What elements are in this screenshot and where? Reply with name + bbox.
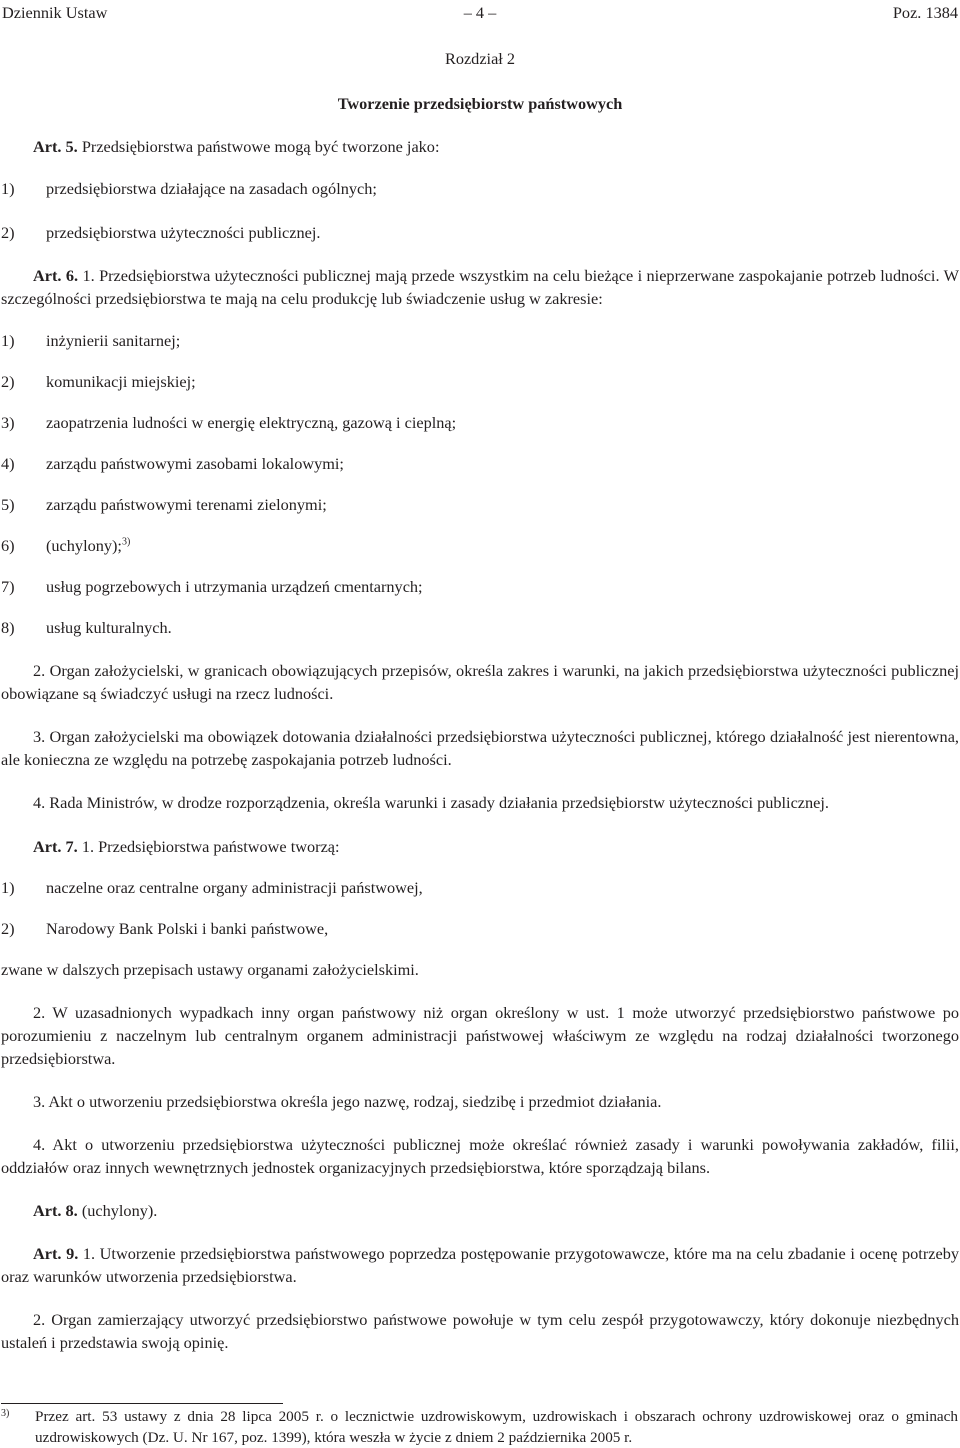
list-item-number: 1) bbox=[1, 878, 15, 897]
article-text: 1. Przedsiębiorstwa państwowe tworzą: bbox=[77, 837, 340, 856]
article-7-closing: zwane w dalszych przepisach ustawy organami założycielskimi. bbox=[1, 960, 419, 979]
list-item-text: naczelne oraz centralne organy administracji państwowej, bbox=[46, 878, 423, 897]
article-text: Przedsiębiorstwa państwowe mogą być tworzone jako: bbox=[77, 137, 440, 156]
article-text: 1. Przedsiębiorstwa użyteczności publicznej mają przede wszystkim na celu bieżące i nieprzerwane zaspokajanie potrzeb ludności. W szczególności przedsiębiorstwa te mają na celu produkcję lub świadczenie usług w zakresie: bbox=[1, 266, 959, 308]
list-item bbox=[1, 177, 959, 200]
article-label: Art. 9. bbox=[33, 1244, 79, 1263]
list-item-number: 2) bbox=[1, 223, 15, 242]
article-9-paragraph-2: 2. Organ zamierzający utworzyć przedsiębiorstwo państwowe powołuje w tym celu zespół przygotowawczy, który dokonuje niezbędnych ustaleń i przedstawia swoją opinię. bbox=[1, 1310, 959, 1352]
page-header bbox=[0, 0, 960, 24]
article-text: (uchylony). bbox=[77, 1201, 158, 1220]
article-7-paragraph-4: 4. Akt o utworzeniu przedsiębiorstwa użyteczności publicznej może określać również zasady i warunki powoływania zakładów, filii, oddziałów oraz innych wewnętrznych jednostek organizacyjnych przedsiębiorstwa, które sporządzają bilans. bbox=[1, 1135, 959, 1177]
chapter-title: Tworzenie przedsiębiorstw państwowych bbox=[337, 94, 623, 113]
list-item bbox=[1, 575, 959, 598]
list-item bbox=[1, 534, 959, 557]
footnote-text: Przez art. 53 ustawy z dnia 28 lipca 2005 r. o lecznictwie uzdrowiskowym, uzdrowiskach i obszarach ochrony uzdrowiskowej oraz o gminach uzdrowiskowych (Dz. U. Nr 167, poz. 1399), która weszła w życie z dniem 2 października 2005 r. bbox=[35, 1408, 958, 1446]
article-label: Art. 8. bbox=[33, 1201, 78, 1220]
list-item-number: 1) bbox=[1, 331, 15, 350]
footnote-reference[interactable]: 3) bbox=[121, 536, 131, 548]
article-6-paragraph-4: 4. Rada Ministrów, w drodze rozporządzenia, określa warunki i zasady działania przedsiębiorstw użyteczności publicznej. bbox=[33, 793, 829, 812]
list-item-text: usług kulturalnych. bbox=[46, 618, 172, 637]
list-item-text: Narodowy Bank Polski i banki państwowe, bbox=[46, 919, 329, 938]
list-item-number: 2) bbox=[1, 919, 15, 938]
list-item-number: 3) bbox=[1, 413, 15, 432]
list-item-text: (uchylony); bbox=[46, 536, 122, 555]
document-body bbox=[1, 47, 959, 1354]
position-number: Poz. 1384 bbox=[892, 3, 958, 22]
article-6-paragraph-1 bbox=[1, 264, 959, 310]
article-7-paragraph-2: 2. W uzasadnionych wypadkach inny organ państwowy niż organ określony w ust. 1 może utworzyć przedsiębiorstwo państwowe po porozumieniu z naczelnym lub centralnym organem administracji państwowej właściwym ze względu na rodzaj działalności tworzonego przedsiębiorstwa. bbox=[1, 1003, 959, 1068]
article-label: Art. 7. bbox=[33, 837, 78, 856]
list-item bbox=[1, 370, 959, 393]
article-label: Art. 6. bbox=[33, 266, 79, 285]
journal-name: Dziennik Ustaw bbox=[2, 3, 108, 22]
list-item bbox=[1, 221, 959, 244]
list-item-number: 2) bbox=[1, 372, 15, 391]
list-item-number: 6) bbox=[1, 536, 15, 555]
list-item-number: 4) bbox=[1, 454, 15, 473]
list-item bbox=[1, 616, 959, 639]
article-9-paragraph-1 bbox=[1, 1242, 959, 1288]
list-item bbox=[1, 493, 959, 516]
list-item bbox=[1, 876, 959, 899]
footnote-mark: 3) bbox=[1, 1408, 10, 1419]
list-item bbox=[1, 411, 959, 434]
list-item-text: przedsiębiorstwa działające na zasadach ogólnych; bbox=[46, 179, 377, 198]
article-7-paragraph-3: 3. Akt o utworzeniu przedsiębiorstwa określa jego nazwę, rodzaj, siedzibę i przedmiot działania. bbox=[33, 1092, 662, 1111]
list-item bbox=[1, 452, 959, 475]
list-item-text: inżynierii sanitarnej; bbox=[46, 331, 181, 350]
article-label: Art. 5. bbox=[33, 137, 78, 156]
list-item-text: komunikacji miejskiej; bbox=[46, 372, 196, 391]
article-5 bbox=[1, 135, 959, 158]
list-item bbox=[1, 329, 959, 352]
list-item-text: zarządu państwowymi terenami zielonymi; bbox=[46, 495, 327, 514]
article-6-paragraph-3: 3. Organ założycielski ma obowiązek dotowania działalności przedsiębiorstwa użyteczności publicznej, którego działalność jest nierentowna, ale konieczna ze względu na potrzebę zaspokajania potrzeb ludności. bbox=[1, 727, 959, 769]
article-text: 1. Utworzenie przedsiębiorstwa państwowego poprzedza postępowanie przygotowawcze, które ma na celu zbadanie i ocenę potrzeby oraz warunków utworzenia przedsiębiorstwa. bbox=[1, 1244, 959, 1286]
article-8 bbox=[1, 1199, 959, 1222]
footnote bbox=[1, 1406, 958, 1448]
article-6-paragraph-2: 2. Organ założycielski, w granicach obowiązujących przepisów, określa zakres i warunki, na jakich przedsiębiorstwa użyteczności publicznej obowiązane są świadczyć usługi na rzecz ludności. bbox=[1, 661, 959, 703]
list-item-text: zaopatrzenia ludności w energię elektryczną, gazową i cieplną; bbox=[46, 413, 457, 432]
list-item-text: usług pogrzebowych i utrzymania urządzeń cmentarnych; bbox=[46, 577, 423, 596]
list-item-number: 5) bbox=[1, 495, 15, 514]
footnote-divider bbox=[1, 1403, 283, 1404]
chapter-number: Rozdział 2 bbox=[444, 49, 516, 68]
list-item-number: 7) bbox=[1, 577, 15, 596]
list-item bbox=[1, 917, 959, 940]
list-item-number: 1) bbox=[1, 179, 15, 198]
list-item-text: przedsiębiorstwa użyteczności publicznej. bbox=[46, 223, 321, 242]
article-7-paragraph-1 bbox=[1, 835, 959, 858]
list-item-text: zarządu państwowymi zasobami lokalowymi; bbox=[46, 454, 344, 473]
list-item-number: 8) bbox=[1, 618, 15, 637]
page-number: – 4 – bbox=[463, 3, 497, 22]
